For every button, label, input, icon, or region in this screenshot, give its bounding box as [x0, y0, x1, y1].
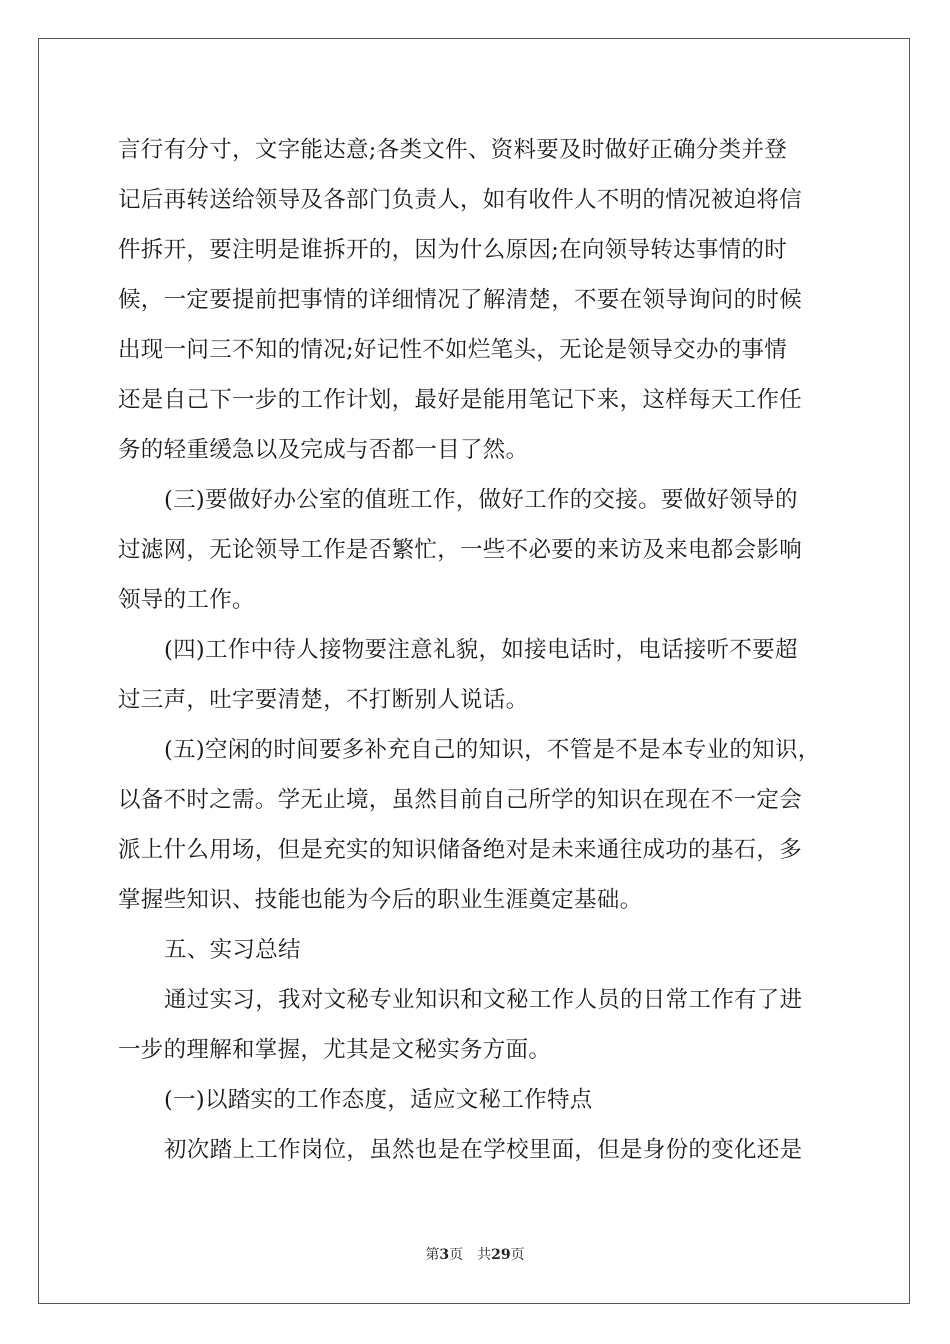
text-line: 过三声，吐字要清楚，不打断别人说话。 [118, 687, 529, 713]
section-heading: 五、实习总结 [164, 937, 301, 963]
paragraph-start-line: (三)要做好办公室的值班工作，做好工作的交接。要做好领导的 [164, 487, 798, 513]
text-line: 掌握些知识、技能也能为今后的职业生涯奠定基础。 [118, 887, 643, 913]
page-number: 3 [439, 1247, 450, 1263]
paragraph-start-line: 初次踏上工作岗位，虽然也是在学校里面，但是身份的变化还是 [164, 1137, 803, 1163]
text-line: 过滤网，无论领导工作是否繁忙，一些不必要的来访及来电都会影响 [118, 537, 803, 563]
text-line: 领导的工作。 [118, 587, 255, 613]
text-line: 言行有分寸，文字能达意;各类文件、资料要及时做好正确分类并登 [118, 137, 788, 163]
text-line: 记后再转送给领导及各部门负责人，如有收件人不明的情况被迫将信 [118, 187, 803, 213]
document-body [118, 128, 838, 1178]
text-line: 还是自己下一步的工作计划，最好是能用笔记下来，这样每天工作任 [118, 387, 803, 413]
total-prefix: 共 [477, 1247, 492, 1263]
text-line: 务的轻重缓急以及完成与否都一目了然。 [118, 437, 529, 463]
text-line: 件拆开，要注明是谁拆开的，因为什么原因;在向领导转达事情的时 [118, 237, 788, 263]
total-suffix: 页 [510, 1247, 525, 1263]
subsection-heading: (一)以踏实的工作态度，适应文秘工作特点 [164, 1087, 593, 1113]
text-line: 以备不时之需。学无止境，虽然目前自己所学的知识在现在不一定会 [118, 787, 803, 813]
text-line: 一步的理解和掌握，尤其是文秘实务方面。 [118, 1037, 552, 1063]
paragraph-start-line: (四)工作中待人接物要注意礼貌，如接电话时，电话接听不要超 [164, 637, 798, 663]
text-line: 派上什么用场，但是充实的知识储备绝对是未来通往成功的基石，多 [118, 837, 803, 863]
page-suffix: 页 [449, 1247, 464, 1263]
paragraph-start-line: 通过实习，我对文秘专业知识和文秘工作人员的日常工作有了进 [164, 987, 803, 1013]
page-prefix: 第 [425, 1247, 440, 1263]
page-footer [0, 1244, 950, 1264]
text-line: 出现一问三不知的情况;好记性不如烂笔头，无论是领导交办的事情 [118, 337, 788, 363]
total-pages: 29 [491, 1247, 511, 1263]
text-line: 候，一定要提前把事情的详细情况了解清楚，不要在领导询问的时候 [118, 287, 803, 313]
paragraph-start-line: (五)空闲的时间要多补充自己的知识，不管是不是本专业的知识， [164, 737, 821, 763]
